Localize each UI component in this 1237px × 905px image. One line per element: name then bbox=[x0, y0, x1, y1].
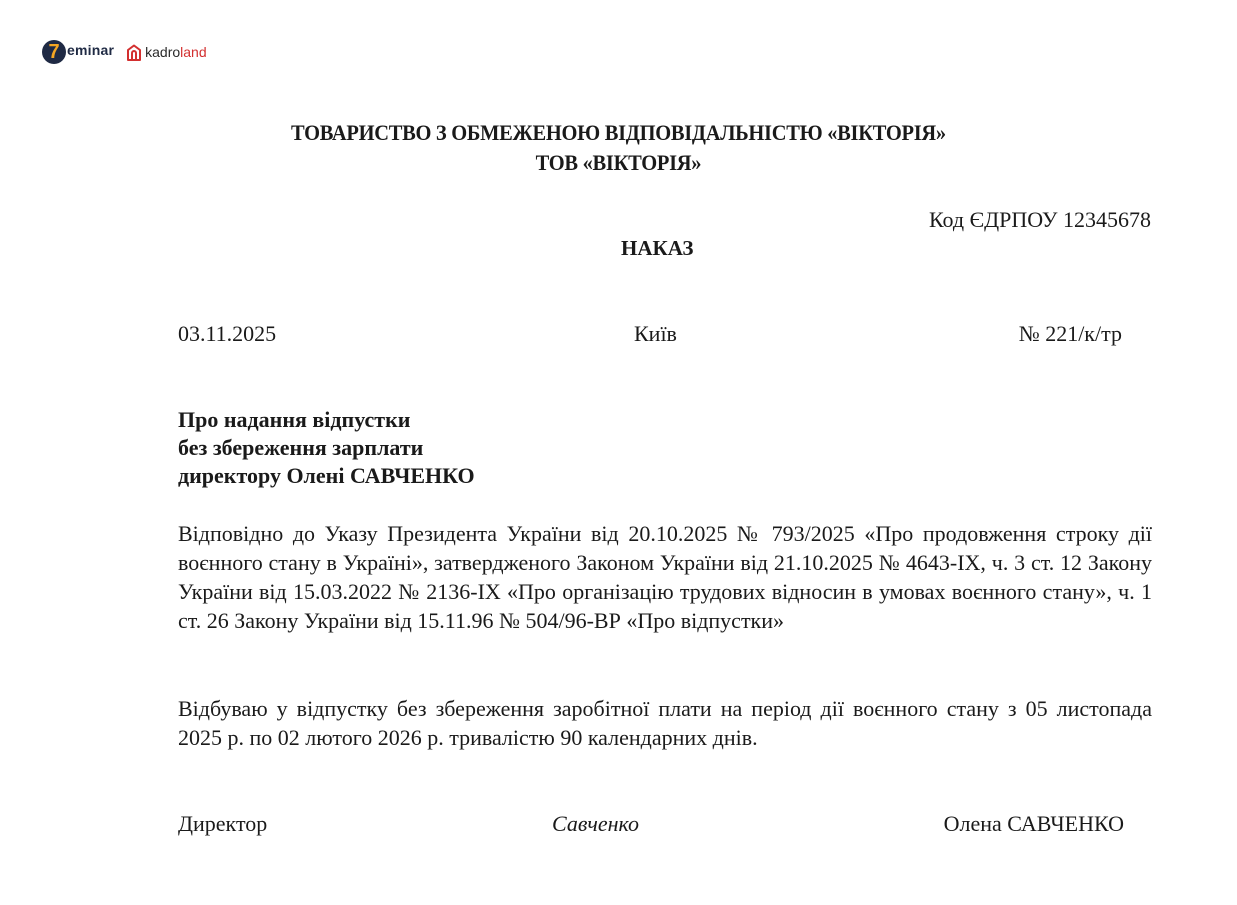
7eminar-logo bbox=[42, 40, 114, 64]
legal-basis-paragraph: Відповідно до Указу Президента України від 20.10.2025 № 793/2025 «Про продовження строку дії воєнного стану в Україні», затвердженого Законом України від 21.10.2025 № 4643-IX, ч. 3 ст. 12 Закону України від 15.03.2022 № 2136-IX «Про організацію трудових відносин в умовах воєнного стану», ч. 1 ст. 26 Закону України від 15.11.96 № 504/96-ВР «Про відпустки» bbox=[178, 521, 1152, 633]
subject-line: директору Олені САВЧЕНКО bbox=[178, 463, 475, 488]
handwritten-signature: Савченко bbox=[552, 811, 640, 836]
logos bbox=[42, 40, 207, 64]
edrpou-code: Код ЄДРПОУ 12345678 bbox=[928, 207, 1151, 232]
7eminar-wordmark: eminar bbox=[67, 42, 115, 58]
document-subject bbox=[178, 406, 475, 490]
document-type-title: НАКАЗ bbox=[621, 236, 694, 260]
signature-row bbox=[178, 811, 1124, 839]
kadroland-wordmark-part2: land bbox=[180, 44, 207, 60]
subject-line: без збереження зарплати bbox=[178, 435, 424, 460]
subject-line: Про надання відпустки bbox=[178, 407, 411, 432]
kadroland-house-icon bbox=[126, 44, 142, 61]
document-number: № 221/к/тр bbox=[1018, 321, 1122, 346]
kadroland-wordmark-part1: kadro bbox=[145, 44, 181, 60]
signatory-position: Директор bbox=[178, 811, 268, 836]
kadroland-logo bbox=[126, 44, 207, 61]
signatory-name: Олена САВЧЕНКО bbox=[943, 811, 1124, 836]
document-date: 03.11.2025 bbox=[178, 321, 277, 346]
organization-full-name: ТОВАРИСТВО З ОБМЕЖЕНОЮ ВІДПОВІДАЛЬНІСТЮ «ВІКТОРІЯ» bbox=[291, 120, 946, 145]
document-city: Київ bbox=[634, 321, 677, 346]
organization-short-name: ТОВ «ВІКТОРІЯ» bbox=[535, 150, 702, 175]
document-meta-row bbox=[178, 321, 1122, 349]
order-paragraph: Відбуваю у відпустку без збереження заробітної плати на період дії воєнного стану з 05 листопада 2025 р. по 02 лютого 2026 р. тривалістю 90 календарних днів. bbox=[178, 696, 1152, 750]
7eminar-badge-icon: 7 bbox=[42, 40, 66, 64]
